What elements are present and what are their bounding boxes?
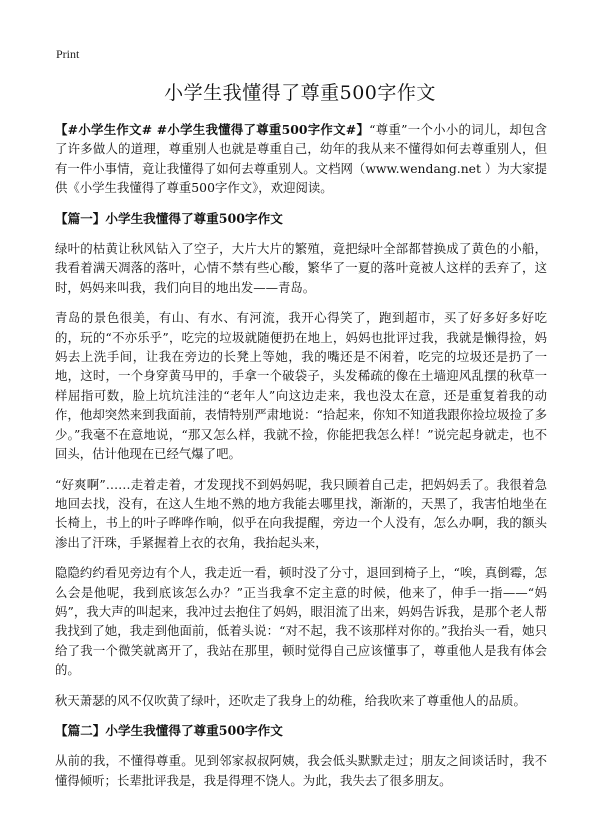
section-1-paragraph-4: 隐隐约约看见旁边有个人，我走近一看，顿时没了分寸，退回到椅子上，“唉，真倒霉，怎么会是他呢，我到底该怎么办？”正当我拿不定主意的时候，他来了，伸手一指——“妈妈”，我大声的叫起来，我冲过去抱住了妈妈，眼泪流了出来，妈妈告诉我，是那个老人帮我找到了她，我走到他面前，低着头说：“对不起，我不该那样对你的。”我抬头一看，她只给了我一个微笑就离开了，我站在那里，顿时觉得自己应该懂事了，尊重他人是我有体会的。 [55,565,547,678]
intro-tag: 【#小学生作文# #小学生我懂得了尊重500字作文#】 [55,122,370,137]
section-1-paragraph-3: “好爽啊”……走着走着，才发现找不到妈妈呢，我只顾着自己走，把妈妈丢了。我很着急地回去找，没有，在这人生地不熟的地方我能去哪里找，渐渐的，天黑了，我害怕地坐在长椅上，书上的叶子哗哗作响，似乎在向我提醒，旁边一个人没有，怎么办啊，我的额头渗出了汗珠，手紧握着上衣的衣角，我抬起头来， [55,476,547,550]
section-heading-2: 【篇二】小学生我懂得了尊重500字作文 [55,722,283,738]
intro-paragraph [55,120,547,198]
document-body [55,120,547,801]
document-title: 小学生我懂得了尊重500字作文 [164,82,436,104]
section-1-paragraph-2: 青岛的景色很美，有山、有水、有河流，我开心得笑了，跑到超市，买了好多好多好吃的，玩的“不亦乐乎”，吃完的垃圾就随便扔在地上，妈妈也批评过我，我就是懒得捡，妈妈去上洗手间，让我在旁边的长凳上等她，我的嘴还是不闲着，吃完的垃圾还是扔了一地，这时，一个身穿黄马甲的，手拿一个破袋子，头发稀疏的像在土墙迎风乱摆的秋草一样屈指可数，脸上坑坑洼洼的“老年人”向这边走来，我也没太在意，还是重复着我的动作，他却突然来到我面前，表情特别严肃地说：“拾起来，你知不知道我跟你捡垃圾捡了多少。”我毫不在意地说，“那又怎么样，我就不捡，你能把我怎么样！”说完起身就走，也不回头，估计他现在已经气爆了吧。 [55,310,547,462]
section-2-paragraph-1: 从前的我，不懂得尊重。见到邻家叔叔阿姨，我会低头默默走过；朋友之间谈话时，我不懂得倾听；长辈批评我是，我是得理不饶人。为此，我失去了很多朋友。 [55,753,547,788]
section-1-paragraph-1: 绿叶的枯黄让秋风钻入了空子，大片大片的繁殖，竟把绿叶全部都替换成了黄色的小船，我看着满天凋落的落叶，心情不禁有些心酸，繁华了一夏的落叶竟被人这样的丢弃了，这时，妈妈来叫我，我们向目的地出发——青岛。 [55,241,547,295]
print-link[interactable]: Print [56,47,80,61]
section-heading-1: 【篇一】小学生我懂得了尊重500字作文 [55,210,283,226]
section-1-paragraph-5: 秋天萧瑟的风不仅吹黄了绿叶，还吹走了我身上的幼稚，给我吹来了尊重他人的品质。 [55,692,526,708]
intro-text: “尊重”一个小小的词儿，却包含了许多做人的道理，尊重别人也就是尊重自己，幼年的我从来不懂得如何去尊重别人，但有一件小事情，竟让我懂得了如何去尊重别人。文档网（www.wendang.net ）为大家提供《小学生我懂得了尊重500字作文》，欢迎阅读。 [55,122,547,196]
